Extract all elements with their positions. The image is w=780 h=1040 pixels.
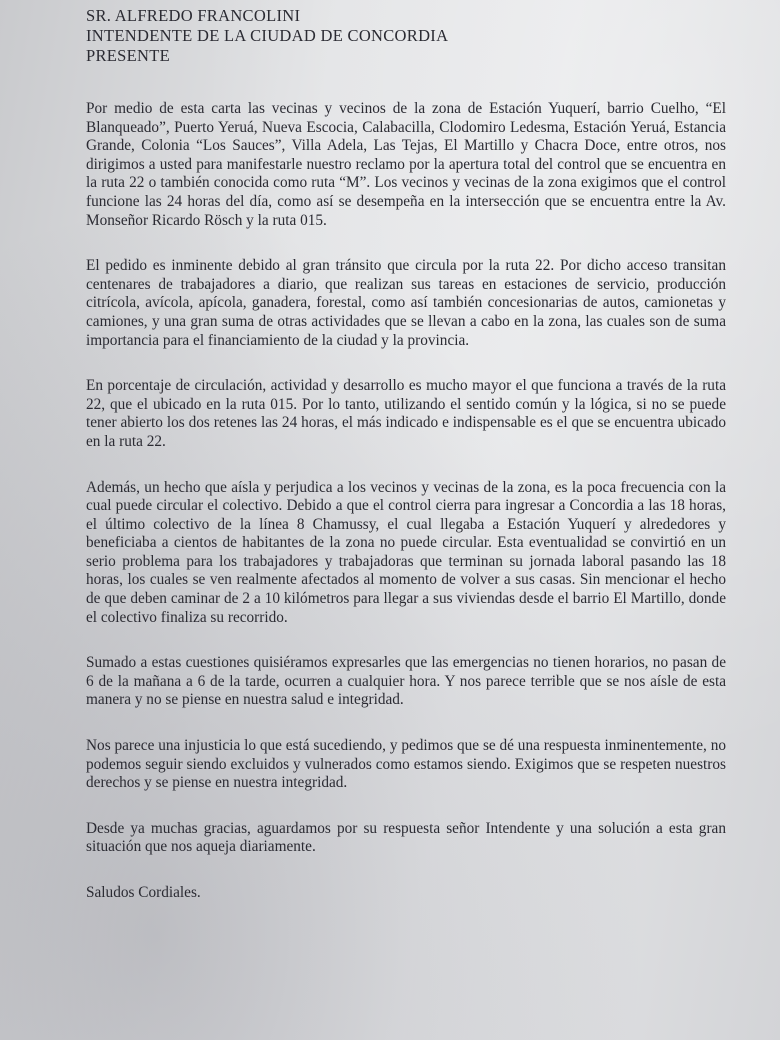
recipient-presente: PRESENTE xyxy=(86,46,170,65)
paragraph-7: Desde ya muchas gracias, aguardamos por su respuesta señor Intendente y una solución a esta gran situación que nos aqueja diariamente. xyxy=(86,819,726,856)
paragraph-1: Por medio de esta carta las vecinas y vecinos de la zona de Estación Yuquerí, barrio Cuelho, “El Blanqueado”, Puerto Yeruá, Nueva Escocia, Calabacilla, Clodomiro Ledesma, Estación Yeruá, Estancia Grande, Colonia “Los Sauces”, Villa Adela, Las Tejas, El Martillo y Chacra Doce, entre otros, nos dirigimos a usted para manifestarle nuestro reclamo por la apertura total del control que se encuentra en la ruta 22 o también conocida como ruta “M”. Los vecinos y vecinas de la zona exigimos que el control funcione las 24 horas del día, como así se desempeña en la intersección que se encuentra entre la Av. Monseñor Ricardo Rösch y la ruta 015. xyxy=(86,100,726,229)
recipient-title: INTENDENTE DE LA CIUDAD DE CONCORDIA xyxy=(86,26,449,45)
paragraph-5: Sumado a estas cuestiones quisiéramos expresarles que las emergencias no tienen horarios, no pasan de 6 de la mañana a 6 de la tarde, ocurren a cualquier hora. Y nos parece terrible que se nos aísle de esta manera y no se piense en nuestra salud e integridad. xyxy=(86,654,726,709)
paragraph-6: Nos parece una injusticia lo que está sucediendo, y pedimos que se dé una respuesta inminentemente, no podemos seguir siendo excluidos y vulnerados como estamos siendo. Exigimos que se respeten nuestros derechos y se piense en nuestra integridad. xyxy=(86,737,726,792)
paragraph-4: Además, un hecho que aísla y perjudica a los vecinos y vecinas de la zona, es la poca frecuencia con la cual puede circular el colectivo. Debido a que el control cierra para ingresar a Concordia a las 18 horas, el último colectivo de la línea 8 Chamussy, el cual llegaba a Estación Yuquerí y alrededores y beneficiaba a cientos de habitantes de la zona no puede circular. Esta eventualidad se convirtió en un serio problema para los trabajadores y trabajadoras que terminan su jornada laboral pasando las 18 horas, los cuales se ven realmente afectados al momento de volver a sus casas. Sin mencionar el hecho de que deben caminar de 2 a 10 kilómetros para llegar a sus viviendas desde el barrio El Martillo, donde el colectivo finaliza su recorrido. xyxy=(86,478,726,626)
letter-content xyxy=(86,6,726,902)
letter-body xyxy=(86,100,726,857)
letter-header xyxy=(86,6,726,66)
paragraph-3: En porcentaje de circulación, actividad y desarrollo es mucho mayor el que funciona a través de la ruta 22, que el ubicado en la ruta 015. Por lo tanto, utilizando el sentido común y la lógica, si no se puede tener abierto los dos retenes las 24 horas, el más indicado e indispensable es el que se encuentra ubicado en la ruta 22. xyxy=(86,377,726,450)
closing-salutation: Saludos Cordiales. xyxy=(86,884,201,901)
paragraph-2: El pedido es inminente debido al gran tránsito que circula por la ruta 22. Por dicho acceso transitan centenares de trabajadores a diario, que realizan sus tareas en estaciones de servicio, producción citrícola, avícola, apícola, ganadera, forestal, como así también concesionarias de autos, camionetas y camiones, y una gran suma de otras actividades que se llevan a cabo en la zona, las cuales son de suma importancia para el financiamiento de la ciudad y la provincia. xyxy=(86,257,726,349)
recipient-name: SR. ALFREDO FRANCOLINI xyxy=(86,6,301,25)
